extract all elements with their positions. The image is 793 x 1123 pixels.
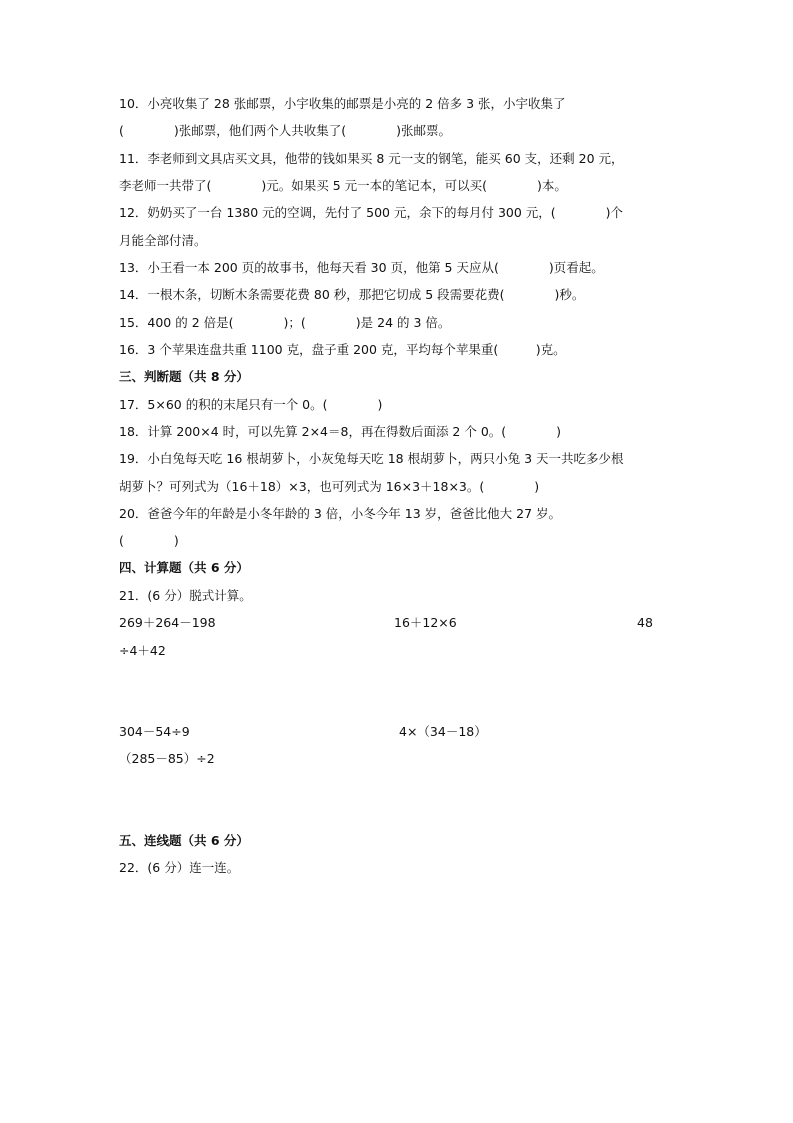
q10-line1: 10．小亮收集了 28 张邮票，小宇收集的邮票是小亮的 2 倍多 3 张，小宇收集了 — [119, 96, 566, 111]
q20-line1: 20．爸爸今年的年龄是小冬年龄的 3 倍，小冬今年 13 岁，爸爸比他大 27 岁。 — [119, 506, 562, 521]
q22-text: 22．(6 分）连一连。 — [119, 860, 240, 875]
calc-expression-6: （285－85）÷2 — [119, 751, 215, 766]
calc-expression-3-part2: ÷4＋42 — [119, 643, 166, 658]
calc-expression-4: 304－54÷9 — [119, 724, 190, 739]
q16-text: 16．3 个苹果连盘共重 1100 克，盘子重 200 克，平均每个苹果重( )克。 — [119, 342, 566, 357]
calc-expression-5: 4×（34－18） — [399, 724, 487, 739]
q11-line1: 11．李老师到文具店买文具，他带的钱如果买 8 元一支的钢笔，能买 60 支，还剩 20 元， — [119, 151, 624, 166]
q18-text: 18．计算 200×4 时，可以先算 2×4＝8，再在得数后面添 2 个 0。( ) — [119, 424, 562, 439]
q19-line2: 胡萝卜？可列式为（16＋18）×3，也可列式为 16×3＋18×3。( ) — [119, 479, 540, 494]
q12-line1: 12．奶奶买了一台 1380 元的空调，先付了 500 元，余下的每月付 300 元，( )个 — [119, 205, 624, 220]
q13-text: 13．小王看一本 200 页的故事书，他每天看 30 页，他第 5 天应从( )页看起。 — [119, 260, 604, 275]
q19-line1: 19．小白兔每天吃 16 根胡萝卜，小灰兔每天吃 18 根胡萝卜，两只小兔 3 天一共吃多少根 — [119, 451, 624, 466]
q21-title: 21．(6 分）脱式计算。 — [119, 588, 252, 603]
section-3-heading: 三、判断题（共 8 分） — [119, 369, 249, 384]
calc-expression-2: 16＋12×6 — [394, 615, 457, 630]
q20-line2: ( ) — [119, 533, 179, 548]
q11-line2: 李老师一共带了( )元。如果买 5 元一本的笔记本，可以买( )本。 — [119, 178, 567, 193]
section-4-heading: 四、计算题（共 6 分） — [119, 560, 249, 575]
calc-expression-3-part1: 48 — [637, 615, 653, 630]
calc-expression-1: 269＋264－198 — [119, 615, 216, 630]
q15-text: 15．400 的 2 倍是( )；( )是 24 的 3 倍。 — [119, 315, 451, 330]
section-5-heading: 五、连线题（共 6 分） — [119, 833, 249, 848]
q12-line2: 月能全部付清。 — [119, 233, 207, 248]
q17-text: 17．5×60 的积的末尾只有一个 0。( ) — [119, 397, 383, 412]
q10-line2: ( )张邮票，他们两个人共收集了( )张邮票。 — [119, 123, 452, 138]
q14-text: 14．一根木条，切断木条需要花费 80 秒，那把它切成 5 段需要花费( )秒。 — [119, 287, 585, 302]
